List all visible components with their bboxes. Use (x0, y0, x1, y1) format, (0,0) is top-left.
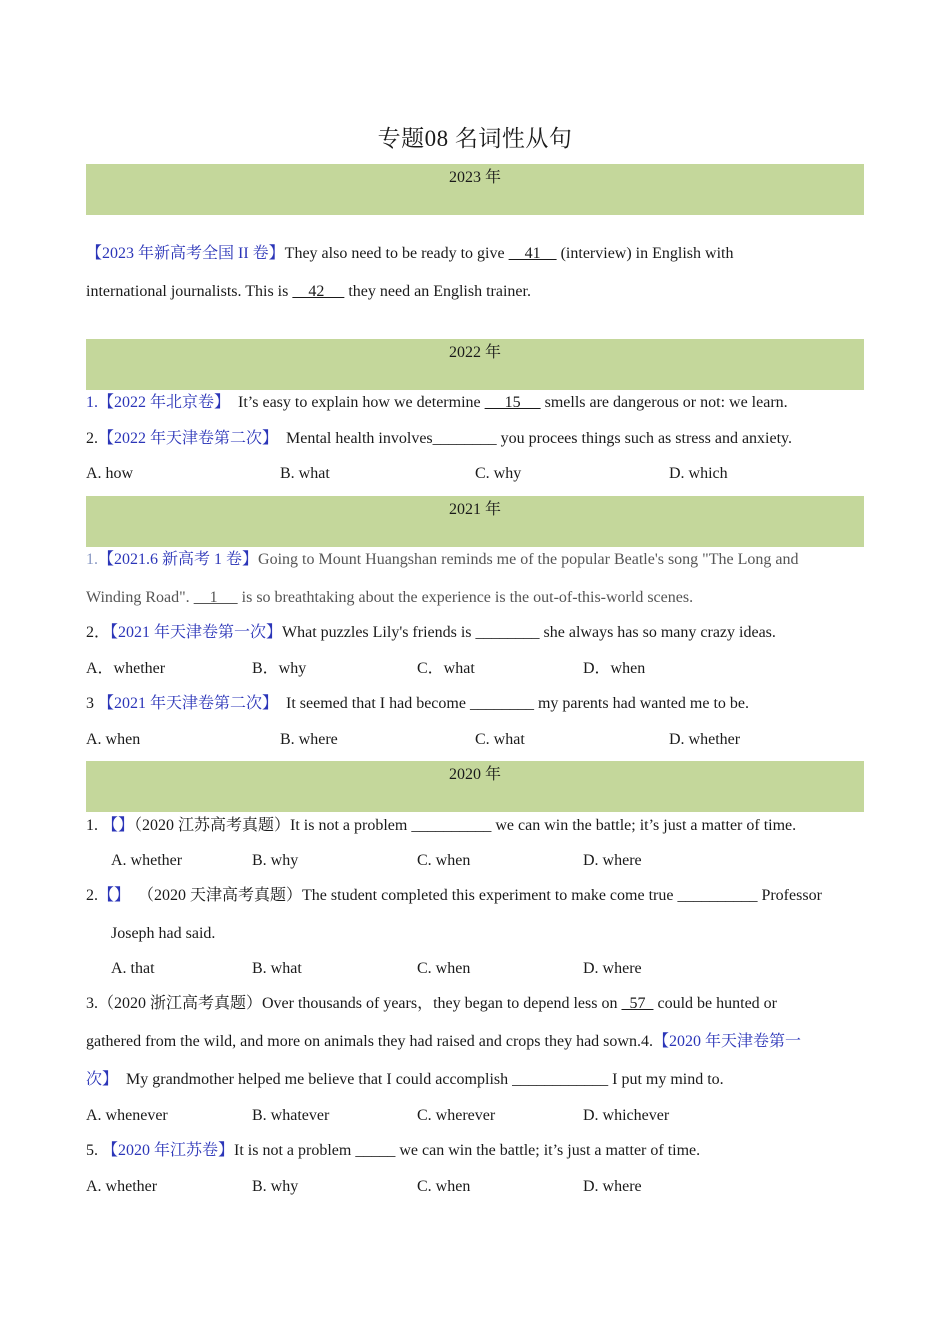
page-title: 专题08 名词性从句 (377, 126, 573, 151)
blank-41: 41 (508, 245, 557, 262)
option-d: D. where (583, 852, 642, 869)
option-b: B. what (252, 960, 302, 977)
question-text: is so breathtaking about the experience is the out-of-this-world scenes. (237, 589, 694, 606)
question-2020-3-line2 (86, 1031, 801, 1053)
source-tag: 【】 (98, 887, 131, 904)
question-2020-2-line2 (111, 923, 215, 945)
question-text: My grandmother helped me believe that I could accomplish ____________ I put my mind to. (118, 1071, 724, 1088)
question-2020-4 (86, 1069, 724, 1091)
question-2023-1-line2 (86, 281, 531, 303)
question-number: 1. (86, 394, 98, 411)
question-text: international journalists. This is (86, 283, 293, 300)
question-2021-1-line2 (86, 587, 693, 609)
year-label: 2022 年 (448, 344, 501, 361)
question-2021-3 (86, 693, 749, 715)
question-number: 1. (86, 817, 102, 834)
question-text: Joseph had said. (111, 925, 216, 942)
question-2021-2 (86, 622, 776, 644)
question-text: they need an English trainer. (344, 283, 531, 300)
question-2020-3-line1 (86, 993, 777, 1015)
year-label: 2020 年 (448, 766, 501, 783)
option-c: C. what (475, 731, 525, 748)
option-a: A. that (111, 960, 155, 977)
source-tag: 【2021.6 新高考 1 卷】 (98, 551, 259, 568)
source-tag: 【2020 年天津卷第一 (652, 1033, 801, 1050)
option-a: A. whether (86, 1178, 158, 1195)
question-text: Winding Road". (86, 589, 194, 606)
option-c: C．what (417, 660, 475, 677)
option-c: C. when (417, 1178, 471, 1195)
option-b: B. why (252, 1178, 299, 1195)
year-header-2020 (86, 761, 864, 812)
question-number: 1. (86, 551, 98, 568)
option-d: D．when (583, 660, 646, 677)
option-c: C. when (417, 852, 471, 869)
option-c: C. why (475, 465, 522, 482)
question-text: It’s easy to explain how we determine (230, 394, 485, 411)
question-number: 2. (86, 430, 98, 447)
question-number: 3 (86, 695, 98, 712)
option-c: C. when (417, 960, 471, 977)
option-d: D. where (583, 960, 642, 977)
blank-57: 57 (621, 995, 654, 1012)
question-text: （2020 天津高考真题）The student completed this experiment to make come true __________ Professor (130, 887, 822, 904)
question-text: They also need to be ready to give (284, 245, 509, 262)
option-a: A. whether (111, 852, 183, 869)
option-c: C. wherever (417, 1107, 496, 1124)
source-tag: 【2020 年江苏卷】 (102, 1142, 235, 1159)
option-b: B. why (252, 852, 299, 869)
blank-42: 42 (292, 283, 345, 300)
source-tag: 【2021 年天津卷第二次】 (98, 695, 279, 712)
question-text: (interview) in English with (556, 245, 734, 262)
question-number: 2. (86, 887, 98, 904)
question-text: smells are dangerous or not: we learn. (540, 394, 788, 411)
question-text: It is not a problem _____ we can win the battle; it’s just a matter of time. (234, 1142, 701, 1159)
source-tag: 【2021 年天津卷第一次】 (110, 624, 283, 641)
source-tag: 【2022 年天津卷第二次】 (98, 430, 279, 447)
blank-15: 15 (484, 394, 541, 411)
question-text: 3.（2020 浙江高考真题）Over thousands of years，they began to depend less on (86, 995, 622, 1012)
option-d: D. whichever (583, 1107, 670, 1124)
question-2020-5 (86, 1140, 700, 1162)
source-tag: 【】 (102, 817, 135, 834)
option-a: A．whether (86, 660, 166, 677)
option-a: A. how (86, 465, 134, 482)
option-b: B. what (280, 465, 330, 482)
option-d: D. where (583, 1178, 642, 1195)
source-tag: 【2023 年新高考全国 II 卷】 (86, 245, 285, 262)
question-text: Mental health involves________ you procees things such as stress and anxiety. (278, 430, 792, 447)
option-a: A. when (86, 731, 141, 748)
question-2022-2 (86, 428, 792, 450)
option-b: B. where (280, 731, 338, 748)
question-2023-1-line1 (86, 243, 733, 265)
year-header-2022 (86, 339, 864, 390)
question-2020-2-line1 (86, 885, 822, 907)
question-number: 4. (640, 1033, 653, 1050)
question-text: What puzzles Lily's friends is ________ she always has so many crazy ideas. (282, 624, 776, 641)
option-d: D. whether (669, 731, 741, 748)
question-2020-1 (86, 815, 796, 837)
option-a: A. whenever (86, 1107, 168, 1124)
option-b: B．why (252, 660, 307, 677)
year-label: 2023 年 (448, 169, 501, 186)
option-d: D. which (669, 465, 728, 482)
question-text: could be hunted or (653, 995, 778, 1012)
question-2021-1-line1 (86, 549, 798, 571)
question-number: 5. (86, 1142, 102, 1159)
year-header-2023 (86, 164, 864, 215)
source-tag: 次】 (86, 1071, 119, 1088)
year-header-2021 (86, 496, 864, 547)
question-number: 2． (86, 624, 111, 641)
question-text: It seemed that I had become ________ my parents had wanted me to be. (278, 695, 749, 712)
source-tag: 【2022 年北京卷】 (98, 394, 231, 411)
question-2022-1 (86, 392, 788, 414)
question-text: Going to Mount Huangshan reminds me of the popular Beatle's song "The Long and (258, 551, 799, 568)
blank-1: 1 (193, 589, 238, 606)
question-text: gathered from the wild, and more on animals they had raised and crops they had sown. (86, 1033, 641, 1050)
question-text: （2020 江苏高考真题）It is not a problem __________ we can win the battle; it’s just a matter of time. (134, 817, 797, 834)
year-label: 2021 年 (448, 501, 501, 518)
option-b: B. whatever (252, 1107, 330, 1124)
